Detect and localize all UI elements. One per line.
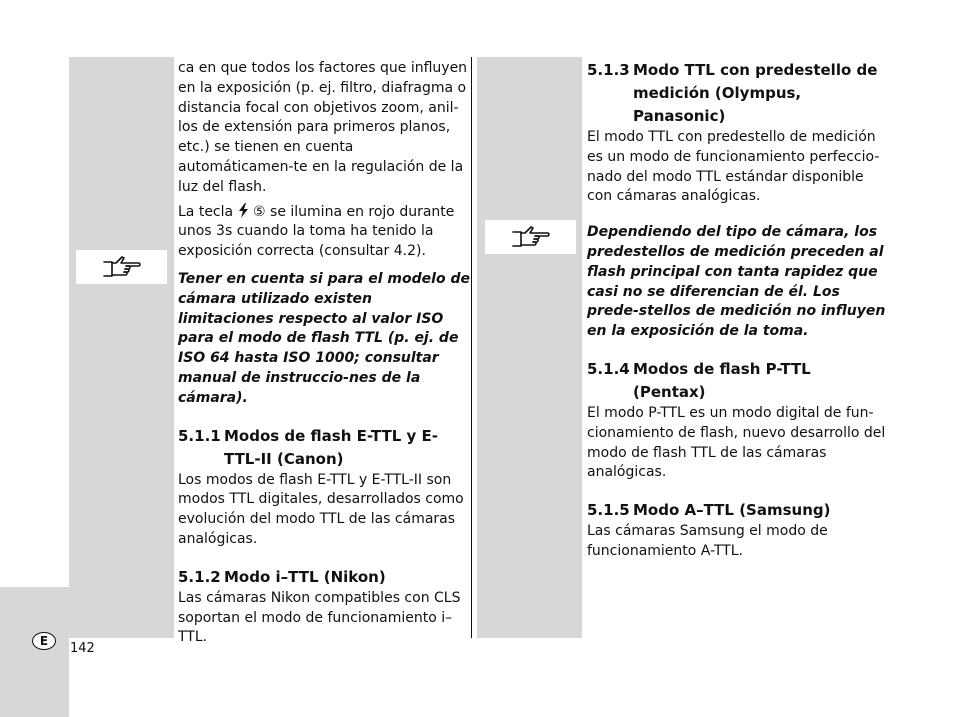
section-title: Modo TTL con predestello de medición (Olympus, Panasonic) <box>633 61 878 125</box>
circled-number: ⑤ <box>253 203 266 220</box>
body-paragraph <box>178 203 470 262</box>
section-title: Modos de flash E-TTL y E-TTL-II (Canon) <box>224 426 438 468</box>
note-marker-left <box>76 250 167 284</box>
body-text: se ilumina en rojo durante unos 3s cuando la toma ha tenido la exposición correcta (consultar 4.2). <box>178 203 455 260</box>
section-heading <box>178 425 470 471</box>
section-number: 5.1.4 <box>587 359 630 378</box>
section-title: Modo i–TTL (Nikon) <box>224 567 386 586</box>
body-paragraph: El modo TTL con predestello de medición es un modo de funcionamiento perfeccio-nado del modo TTL estándar disponible con cámaras analógicas. <box>587 129 880 205</box>
section-heading <box>178 566 470 589</box>
warning-note: Tener en cuenta si para el modelo de cámara utilizado existen limitaciones respecto al valor ISO para el modo de flash TTL (p. ej. de ISO 64 hasta ISO 1000; consultar manual de instruccio-nes de la cámara). <box>178 270 470 406</box>
section-heading <box>587 59 887 128</box>
column-divider <box>471 57 472 638</box>
pointing-hand-icon <box>511 224 551 250</box>
body-paragraph: Las cámaras Samsung el modo de funcionamiento A-TTL. <box>587 523 828 559</box>
section-heading <box>587 499 887 522</box>
section-number: 5.1.2 <box>178 567 221 586</box>
section-heading <box>587 358 887 404</box>
section-number: 5.1.1 <box>178 426 221 445</box>
language-badge: E <box>32 632 56 650</box>
section-title: Modo A–TTL (Samsung) <box>633 501 831 520</box>
right-margin-band <box>477 57 582 638</box>
left-column <box>178 59 470 648</box>
body-text: La tecla <box>178 203 234 220</box>
pointing-hand-icon <box>102 254 142 280</box>
language-tab <box>0 587 69 717</box>
body-paragraph: Los modos de flash E-TTL y E-TTL-II son modos TTL digitales, desarrollados como evolución del modo TTL de las cámaras analógicas. <box>178 471 464 547</box>
warning-note: Dependiendo del tipo de cámara, los predestellos de medición preceden al flash principal con tanta rapidez que casi no se diferencian de él. Los prede-stellos de medición no influyen en la exposición de la toma. <box>587 224 886 340</box>
body-paragraph: Las cámaras Nikon compatibles con CLS soportan el modo de funcionamiento i–TTL. <box>178 589 461 646</box>
section-number: 5.1.5 <box>587 501 630 520</box>
right-column <box>587 59 887 562</box>
page-number: 142 <box>70 641 95 656</box>
body-paragraph: ca en que todos los factores que influyen en la exposición (p. ej. filtro, diafragma o distancia focal con objetivos zoom, anil-los de extensión para primeros planos, etc.) se tienen en cuenta automáticamen-te en la regulación de la luz del flash. <box>178 60 468 195</box>
body-paragraph: El modo P-TTL es un modo digital de fun-cionamiento de flash, nuevo desarrollo del modo de flash TTL de las cámaras analógicas. <box>587 404 886 481</box>
note-marker-right <box>485 220 576 254</box>
lightning-bolt-icon <box>238 203 249 218</box>
left-margin-band <box>69 57 174 638</box>
section-number: 5.1.3 <box>587 61 630 79</box>
section-title: Modos de flash P-TTL (Pentax) <box>633 359 811 401</box>
